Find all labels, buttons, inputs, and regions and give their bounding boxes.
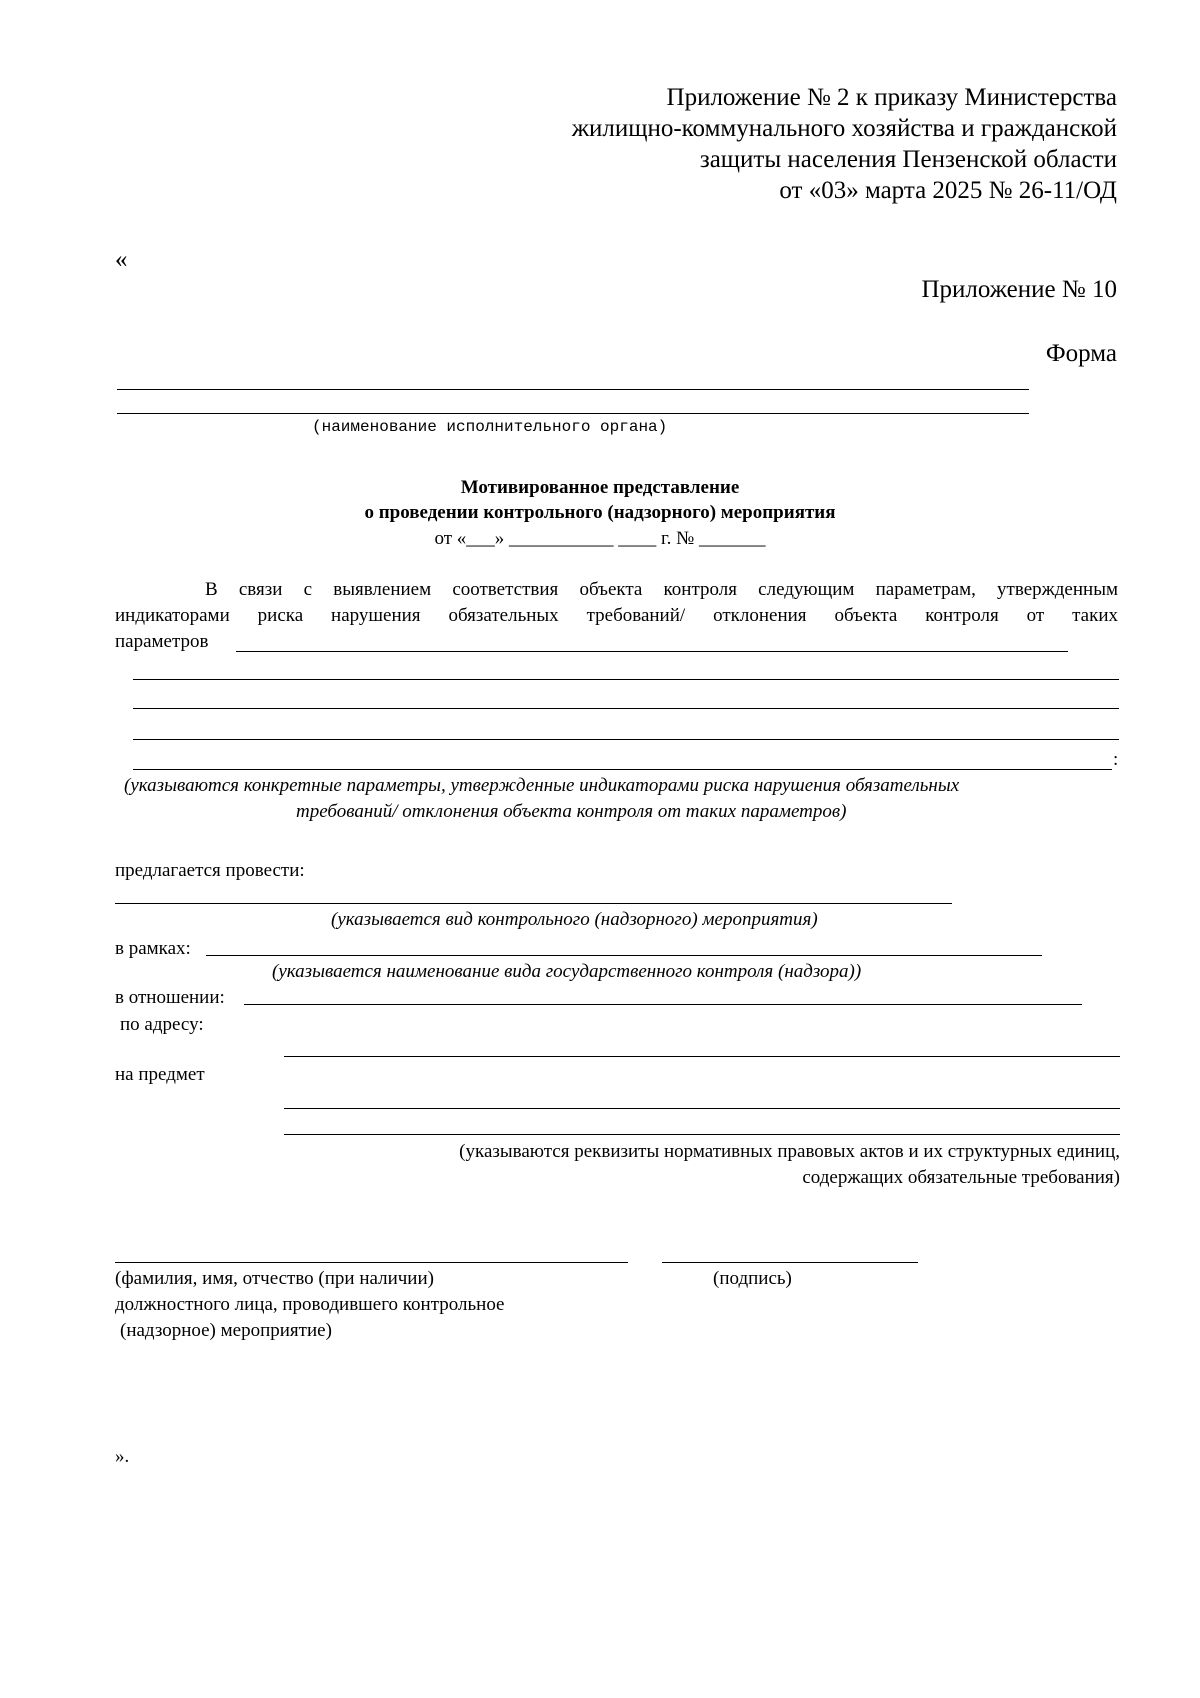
appendix-number: Приложение № 10 (921, 276, 1117, 303)
close-quote: ». (115, 1446, 130, 1467)
document-title-line-1: Мотивированное представление (460, 477, 740, 498)
address-label: по адресу: (120, 1014, 204, 1035)
parameters-line-3 (133, 739, 1119, 740)
paragraph-line-3: параметров (115, 631, 209, 652)
document-date-number: от «___» ___________ ____ г. № _______ (434, 528, 766, 549)
paragraph-line-2: индикаторами риска нарушения обязательных требований/ отклонения объекта контроля от таких (115, 605, 1118, 626)
form-label: Форма (1045, 340, 1117, 367)
acts-hint-line-2: содержащих обязательные требования) (802, 1167, 1120, 1188)
signature-sign-hint: (подпись) (713, 1268, 792, 1289)
header-line-4: от «03» марта 2025 № 26-11/ОД (779, 177, 1117, 204)
parameters-line-2 (133, 708, 1119, 709)
signature-sign-line (662, 1262, 918, 1263)
signature-name-hint-2: должностного лица, проводившего контрольное (115, 1294, 505, 1315)
acts-hint-line-1: (указываются реквизиты нормативных правовых актов и их структурных единиц, (459, 1141, 1120, 1162)
subject-line-2 (284, 1134, 1120, 1135)
regarding-line (244, 1004, 1082, 1005)
parameters-hint-line-1: (указываются конкретные параметры, утвержденные индикаторами риска нарушения обязательных (124, 775, 960, 796)
parameters-hint-line-2: требований/ отклонения объекта контроля от таких параметров) (296, 801, 847, 822)
parameters-line-4 (133, 769, 1112, 770)
org-name-line-2 (117, 413, 1029, 414)
event-type-hint: (указывается вид контрольного (надзорного) мероприятия) (331, 909, 818, 930)
signature-name-line (115, 1262, 628, 1263)
event-type-line (115, 903, 952, 904)
header-line-3: защиты населения Пензенской области (699, 146, 1117, 173)
document-title-line-2: о проведении контрольного (надзорного) мероприятия (364, 502, 836, 523)
subject-line-1 (284, 1108, 1120, 1109)
control-type-hint: (указывается наименование вида государственного контроля (надзора)) (272, 961, 862, 982)
parameters-line-1 (133, 679, 1119, 680)
parameters-colon: : (1113, 749, 1119, 770)
control-type-line (206, 955, 1042, 956)
parameters-line-0 (236, 651, 1068, 652)
signature-name-hint-3: (надзорное) мероприятие) (120, 1320, 332, 1341)
signature-name-hint-1: (фамилия, имя, отчество (при наличии) (115, 1268, 434, 1289)
regarding-label: в отношении: (115, 987, 225, 1008)
org-name-line-1 (117, 389, 1029, 390)
subject-label: на предмет (115, 1064, 205, 1085)
org-name-caption: (наименование исполнительного органа) (312, 418, 668, 436)
proposed-label: предлагается провести: (115, 860, 305, 881)
address-line (284, 1056, 1120, 1057)
open-quote: « (115, 246, 128, 273)
header-line-1: Приложение № 2 к приказу Министерства (666, 84, 1117, 111)
within-label: в рамках: (115, 938, 191, 959)
paragraph-line-1: В связи с выявлением соответствия объекта контроля следующим параметрам, утвержденным (205, 579, 1118, 600)
header-line-2: жилищно-коммунального хозяйства и гражданской (571, 115, 1117, 142)
